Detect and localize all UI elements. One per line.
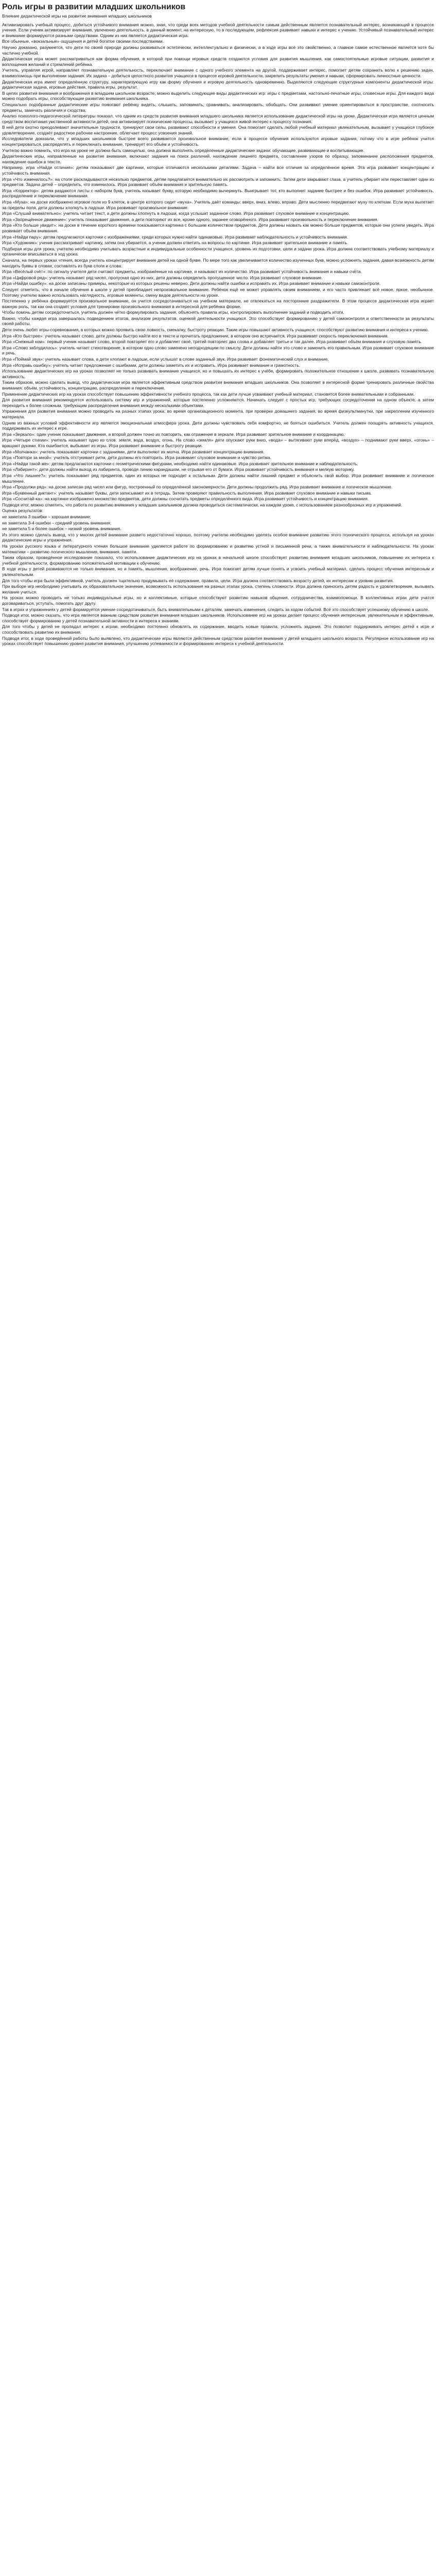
paragraph: Игра «Муха»: на доске изображено игровое поле из 9 клеток, в центре которого сидит «муха». Учитель даёт команды: вверх, вниз, влево, вправо. Дети мысленно передвигают муху по клеткам. Если муха вылетает за пределы поля, дети должны хлопнуть в ладоши. Игра развивает произвольное внимание. (2, 199, 434, 210)
paragraph: Дидактическая игра может рассматриваться как форма обучения, в которой при помощи игровых средств создаются условия для развития мышления, как самостоятельные игровые ситуации, развития и воплощения желаний и стремлений ребёнка. (2, 56, 434, 67)
paragraph: Игра «Молчанка»: учитель показывает карточки с заданиями, дети выполняют их молча. Игра развивает концентрацию внимания. (2, 449, 265, 454)
paragraph: Игра «Кто быстрее»: учитель называет слово, дети должны быстро найти его в тексте и прочитать предложение, в котором оно встречается. Игра развивает скорость переключения внимания. (2, 333, 389, 338)
paragraph: Анализ психолого-педагогической литературы показал, что одним из средств развития внимания младшего школьника является использование дидактической игры на уроке. Дидактическая игра является ценным средством воспитания умственной активности детей, она активизирует психические процессы, вызывает у учащихся живой интерес к процессу познания. (2, 113, 434, 124)
paragraph: Игра «Снежный ком»: первый ученик называет слово, второй повторяет его и добавляет своё, третий повторяет два слова и добавляет третье и так далее. Игра развивает объём внимания и слуховую память. (2, 339, 423, 345)
paragraph: На уроках русского языка и литературного чтения большое внимание уделяется работе по формированию и развитию устной и письменной речи, а также внимательности и наблюдательности. На уроках математики – развитию логического мышления, внимания, памяти. (2, 544, 434, 554)
paragraph: Так в играх и упражнениях у детей формируется умение сосредотачиваться, быть внимательными к деталям, замечать изменения, следить за ходом событий. Всё это способствует успешному обучению в школе. (2, 606, 429, 612)
paragraph: При выборе игр необходимо учитывать их образовательное значение, возможность использования на разных этапах урока, степень сложности. Игра должна приносить детям радость и удовлетворение, вызывать желание учиться. (2, 584, 434, 595)
paragraph: Игра «Поймай звук»: учитель называет слова, а дети хлопают в ладоши, если услышат в слове заданный звук. Игра развивает фонематический слух и внимание. (2, 357, 329, 362)
paragraph: Для того чтобы у детей не пропадал интерес к играм, необходимо постоянно обновлять их содержание, вводить новые правила, усложнять задания. Это позволит поддерживать интерес детей к игре и способствовать развитию их внимания. (2, 624, 434, 635)
paragraph: Дети очень любят игры-соревнования, в которых можно проявить свою ловкость, смекалку, быстроту реакции. Такие игры повышают активность учащихся, способствуют развитию внимания и интереса к учению. (2, 327, 429, 333)
paragraph: Дидактические игры, направленные на развитие внимания, включают задания на поиск различий, нахождение лишнего предмета, составление узоров по образцу, запоминание расположения предметов, нахождение ошибок в тексте. (2, 154, 434, 164)
paragraph: Упражнения для развития внимания можно проводить на разных этапах урока: во время организационного момента, при проверке домашнего задания, во время физкультминутки, при закреплении изученного материала. (2, 409, 434, 419)
paragraph: Таким образом, проведённое исследование показало, что использование дидактических игр на уроках в начальной школе способствует развитию внимания младших школьников, повышению их интереса к учебной деятельности, формированию положительной мотивации к обучению. (2, 555, 434, 566)
paragraph: Игра «Четыре стихии»: учитель называет одно из слов: земля, вода, воздух, огонь. На слово «земля» дети опускают руки вниз, «вода» – вытягивают руки вперёд, «воздух» – поднимают руки вверх, «огонь» – вращают руками. Кто ошибается, выбывает из игры. Игра развивает внимание и быстроту реакции. (2, 437, 434, 448)
paragraph: Для развития внимания рекомендуется использовать систему игр и упражнений, которые постепенно усложняются. Начинать следует с простых игр, требующих сосредоточения на одном объекте, а затем переходить к более сложным, требующим распределения внимания между несколькими объектами. (2, 397, 434, 408)
paragraph: Игра «Исправь ошибку»: учитель читает предложения с ошибками, дети должны заметить их и исправить. Игра развивает внимание и грамотность. (2, 362, 301, 368)
paragraph: Игра «Художник»: ученик рассматривает картинку, затем она убирается, а ученик должен ответить на вопросы по картинке. Игра развивает зрительное внимание и память. (2, 240, 348, 246)
paragraph: Игра «Найди такой же»: детям предлагаются карточки с геометрическими фигурами, необходимо найти одинаковые. Игра развивает зрительное внимание и наблюдательность. (2, 461, 358, 466)
paragraph: Одним из важных условий эффективности игр является эмоциональная атмосфера урока. Дети должны чувствовать себя комфортно, не бояться ошибиться. Учитель должен поощрять активность учащихся, поддерживать их интерес к игре. (2, 420, 434, 431)
paragraph: Игра «Кто больше увидит»: на доске в течение короткого времени показывается картинка с большим количеством предметов. Дети должны назвать как можно больше предметов, которые они успели увидеть. Игра развивает объём внимания. (2, 223, 434, 233)
paragraph: В ней дети охотно преодолевают значительные трудности, тренируют свои силы, развивают способности и умения. Она помогает сделать любой учебный материал увлекательным, вызывает у учащихся глубокое удовлетворение, создаёт радостное рабочее настроение, облегчает процесс усвоения знаний. (2, 125, 434, 135)
paragraph: Игра «Буквенный диктант»: учитель называет буквы, дети записывают их в тетрадь. Затем проверяют правильность выполнения. Игра развивает слуховое внимание и навыки письма. (2, 490, 372, 496)
paragraph: Игра «Цифровой ряд»: учитель называет ряд чисел, пропуская одно из них, дети должны определить пропущенное число. Игра развивает слуховое внимание. (2, 275, 323, 280)
paragraph: В целях развития внимания и воображения в младшем школьном возрасте, можно выделить следующие виды дидактических игр: игры с предметами, настольно-печатные игры, словесные игры. Для каждого вида можно подобрать игры, способствующие развитию внимания школьника. (2, 90, 434, 101)
paragraph: Игра «Весёлый счёт»: по сигналу учителя дети считают предметы, изображённые на картинке, и называют их количество. Игра развивает устойчивость внимания и навыки счёта. (2, 269, 362, 275)
paragraph: В ходе игры у детей развиваются не только внимание, но и память, мышление, воображение, речь. Игра помогает детям лучше понять и усвоить учебный материал, сделать процесс обучения интересным и увлекательным. (2, 566, 434, 577)
paragraph: Постепенно у ребёнка формируется произвольное внимание, он учится сосредотачиваться на учебном материале, не отвлекаться на посторонние раздражители. В этом процессе дидактическая игра играет важную роль, так как она создаёт условия для тренировки произвольного внимания в интересной для ребёнка форме. (2, 298, 434, 309)
paragraph: Подбирая игры для урока, учителю необходимо учитывать возрастные и индивидуальные особенности учащихся, уровень их подготовки, цели и задачи урока. Игра должна соответствовать учебному материалу и органически вписываться в ход урока. (2, 246, 434, 257)
paragraph: Исследователи доказали, что у младших школьников быстрее всего развивается произвольное внимание, если в процессе обучения используются игровые задания, потому что в игре ребёнок учится концентрироваться, распределять и переключать внимание, тренирует его объём и устойчивость. (2, 136, 434, 147)
paragraph: Учителю важно помнить, что игра на уроке не должна быть самоцелью, она должна выполнять определённые дидактические задачи: обучающие, развивающие и воспитывающие. (2, 147, 364, 153)
paragraph: Игра «Слово заблудилось»: учитель читает стихотворение, в котором одно слово заменено неподходящим по смыслу. Дети должны найти это слово и заменить его правильным. Игра развивает слуховое внимание и речь. (2, 345, 434, 356)
paragraph: Игра «Зеркало»: один ученик показывает движения, а второй должен точно их повторить, как отражение в зеркале. Игра развивает зрительное внимание и координацию. (2, 431, 345, 437)
paragraph: Активизировать учебный процесс, добиться устойчивого внимания можно, зная, что среди всех методов учебной деятельности самым действенным является познавательный интерес, возникающий в процессе учения. Если ученик активизирует внимание, увлеченно деятельность, в данный момент, на интересную, то в последующем, рефлексия развивает навыки и интерес к учению. Устойчивый познавательный интерес и внимание формируются разными средствами. Одним из них является дидактическая игра. (2, 22, 434, 38)
paragraph: Игра «Найди пару»: детям предлагаются карточки с изображениями, среди которых нужно найти одинаковые. Игра развивает наблюдательность и устойчивость внимания. (2, 234, 348, 240)
paragraph: Игра «Корректор»: детям раздаются листы с набором букв, учитель называет букву, которую необходимо вычеркнуть. Выигрывает тот, кто выполнит задание быстрее и без ошибок. Игра развивает устойчивость, распределение и переключение внимания. (2, 188, 434, 199)
paragraph: Игра «Слушай внимательно»: учитель читает текст, а дети должны хлопнуть в ладоши, когда услышат заданное слово. Игра развивает слуховое внимание и концентрацию. (2, 211, 350, 216)
paragraph: не заметила 3-4 ошибки – средний уровень внимания; (2, 520, 112, 526)
paragraph: Игра «Что лишнее?»: учитель показывает ряд предметов, один из которых не подходит к остальным. Дети должны найти лишний предмет и объяснить свой выбор. Игра развивает внимание и логическое мышление. (2, 472, 434, 484)
paragraph: Дидактическая игра имеет определённую структуру, характеризующую игру как форму обучения и игровую деятельность одновременно. Выделяются следующие структурные компоненты дидактической игры: дидактическая задача, игровые действия, правила игры, результат. (2, 79, 434, 90)
paragraph: Все обычные, «вокзальные» ощущения и детей богатое своими последствиями. (2, 39, 164, 44)
paragraph: не заметила 3 ошибки – хорошая внимание; (2, 514, 91, 520)
paragraph: Игра «Продолжи ряд»: на доске записан ряд чисел или фигур, построенный по определённой закономерности. Дети должны продолжить ряд. Игра развивает внимание и логическое мышление. (2, 484, 393, 490)
paragraph: Игра «Лабиринт»: дети должны найти выход из лабиринта, проводя линию карандашом, не отрывая его от бумаги. Игра развивает устойчивость внимания и мелкую моторику. (2, 467, 355, 472)
paragraph: Например, игра «Найди отличия»: детям показывают две картинки, которые отличаются несколькими деталями. Задача – найти все отличия за определённое время. Эта игра развивает концентрацию и устойчивость внимания. (2, 165, 434, 176)
paragraph: Оценка результатов: (2, 508, 44, 514)
paragraph: Подводя итог, в ходе проведённой работы было выявлено, что дидактические игры являются действенным средством развития внимания у детей младшего школьного возраста. Регулярное использование игр на уроках способствует повышению уровня развития внимания, улучшению успеваемости и формированию интереса к учебной деятельности. (2, 635, 434, 647)
paragraph: Важно, чтобы каждая игра завершалась подведением итогов, анализом результатов, оценкой деятельности учащихся. Это способствует формированию у детей самоконтроля и ответственности за результаты своей работы. (2, 315, 434, 327)
paragraph: На уроках можно проводить не только индивидуальные игры, но и коллективные, которые способствуют развитию навыков общения, сотрудничества, взаимопомощи. В коллективных играх дети учатся договариваться, уступать, помогать друг другу. (2, 595, 434, 606)
paragraph: Игра «Что изменилось?»: на столе раскладываются несколько предметов, детям предлагается внимательно их рассмотреть и запомнить. Затем дети закрывают глаза, а учитель убирает или переставляет один из предметов. Задача детей – определить, что изменилось. Игра развивает объём внимания и зрительную память. (2, 176, 434, 188)
article (0, 2, 436, 650)
page-subtitle: Влияние дидактической игры на развитие внимания младших школьников (2, 13, 152, 19)
paragraph: Учитель, управляя игрой, направляет познавательную деятельность, переключает внимание с одного учебного элемента на другой, поддерживает интерес, помогает детям сохранить волю к решению задач, взаимопомощь при выполнении задания. Их задача – добиться целостного развития учащихся в процессе игровой деятельности, закрепить результаты умения и навыки, сформировать личностные ценности. (2, 67, 434, 78)
paragraph: Сначала, на первых уроках чтения, всегда учитель концентрирует внимание детей на одной букве. По мере того как увеличивается количество изученных букв, можно усложнять задания, давая возможность детям находить буквы в словах, составлять из букв слоги и слова. (2, 257, 434, 268)
paragraph: Для того чтобы игра была эффективной, учитель должен тщательно продумывать её содержание, правила, цели. Игра должна соответствовать возрасту детей, их интересам и уровню развития. (2, 578, 394, 583)
paragraph: Чтобы помочь детям сосредоточиться, учитель должен чётко формулировать задания, объяснять правила игры, контролировать выполнение заданий и подводить итоги. (2, 310, 344, 315)
paragraph: Специально подобранные дидактические игры помогают ребёнку видеть, слышать, запоминать, сравнивать, анализировать, обобщать. Они развивают умение ориентироваться в пространстве, соотносить предметы, замечать различия и сходства. (2, 101, 434, 113)
paragraph: Использование дидактических игр на уроках позволяет не только развивать внимание учащихся, но и повышать их интерес к учёбе, формировать положительное отношение к школе, развивать познавательную активность. (2, 368, 434, 379)
paragraph: Подводя итог, можно отметить, что работа по развитию внимания у младших школьников должна проводиться систематически, на каждом уроке, с использованием разнообразных игр и упражнений. (2, 502, 403, 507)
page-title: Роль игры в развитии младших школьников (2, 3, 186, 11)
paragraph: Игра «Сосчитай-ка»: на картинке изображено множество предметов, дети должны сосчитать предметы определённого вида. Игра развивает устойчивость и концентрацию внимания. (2, 496, 369, 502)
paragraph: Игра «Найди ошибку»: на доске записаны примеры, некоторые из которых решены неверно. Дети должны найти ошибки и исправить их. Игра развивает внимание и навыки самоконтроля. (2, 281, 381, 286)
paragraph: Из этого можно сделать вывод, что у многих детей внимание развито недостаточно хорошо, поэтому учителю необходимо уделять особое внимание развитию этого психического процесса, используя на уроках дидактические игры и упражнения. (2, 532, 434, 543)
paragraph: Игра «Запрещённое движение»: учитель показывает движения, а дети повторяют их все, кроме одного, заранее оговорённого. Игра развивает произвольность и переключение внимания. (2, 216, 379, 222)
paragraph: Применение дидактических игр на уроках способствует повышению эффективности учебного процесса, так как дети лучше усваивают учебный материал, становятся более внимательными и собранными. (2, 391, 415, 397)
paragraph: Игра «Повтори за мной»: учитель отстукивает ритм, дети должны его повторить. Игра развивает слуховое внимание и чувство ритма. (2, 455, 271, 461)
paragraph: Подводя итог, можно сказать, что игра является важным средством развития внимания младших школьников. Использование игр на уроках делает процесс обучения интересным, увлекательным и эффективным, способствует формированию у детей познавательной активности и интереса к знаниям. (2, 613, 434, 623)
paragraph: не заметила 5 и более ошибок – низкий уровень внимания. (2, 526, 121, 532)
paragraph: Научно доказано, разумеется, что дети по своей природе должны развиваться эстетически, интеллектуально и физически, а в ходе игры всё это свойственно, а главное самое естественное является хотя бы частично учебной. (2, 44, 434, 56)
paragraph: Следует отметить, что в начале обучения в школе у детей преобладает непроизвольное внимание. Ребёнок ещё не может управлять своим вниманием, и его часто привлекает всё новое, яркое, необычное. Поэтому учителю важно использовать наглядность, игровые моменты, смену видов деятельности на уроке. (2, 286, 434, 298)
article-body (2, 22, 434, 647)
paragraph: Таким образом, можно сделать вывод, что дидактическая игра является эффективным средством развития внимания младших школьников. Она позволяет в интересной форме тренировать различные свойства внимания: объём, устойчивость, концентрацию, распределение и переключение. (2, 380, 434, 391)
